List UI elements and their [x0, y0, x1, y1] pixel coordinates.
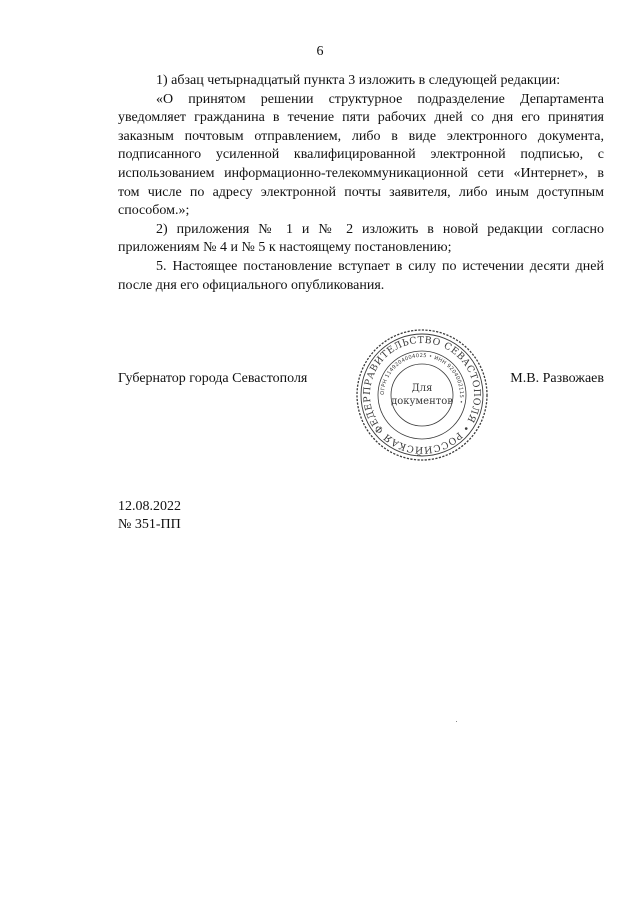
seal-stamp-icon: [354, 327, 490, 463]
document-body: [118, 72, 604, 295]
official-seal: [354, 327, 490, 463]
seal-inner-text: ОГРН 1149204004025 • ИНН 9204002115 •: [379, 352, 465, 405]
signatory-name: М.В. Развожаев: [510, 371, 604, 386]
seal-center-line2: документов: [391, 396, 453, 407]
seal-center-line1: Для: [411, 383, 433, 394]
paragraph-amendment-intro: 1) абзац четырнадцатый пункта 3 изложить в следующей редакции:: [156, 73, 561, 88]
scan-artifact: [456, 721, 457, 722]
paragraph-appendices: 2) приложения № 1 и № 2 изложить в новой редакции согласно приложениям № 4 и № 5 к настоящему постановлению;: [118, 221, 604, 256]
document-date: 12.08.2022: [118, 499, 181, 514]
document-meta: [118, 498, 181, 534]
paragraph-effective-date: 5. Настоящее постановление вступает в силу по истечении десяти дней после дня его официального опубликования.: [118, 258, 604, 293]
page-number: 6: [316, 44, 324, 59]
document-number: № 351-ПП: [118, 517, 181, 532]
seal-outer-text: ПРАВИТЕЛЬСТВО СЕВАСТОПОЛЯ • РОССИЙСКАЯ ФЕДЕР: [361, 334, 483, 456]
paragraph-quoted-text: «О принятом решении структурное подразделение Департамента уведомляет гражданина в течение пяти рабочих дней со дня его принятия заказным почтовым отправлением, либо в виде электронного документа, подписанного усиленной квалифицированной электронной подписью, с использованием информационно-телекоммуникационной сети «Интернет», в том числе по адресу электронной почты заявителя, либо иным доступным способом.»;: [118, 91, 604, 219]
signatory-title: Губернатор города Севастополя: [118, 371, 308, 386]
